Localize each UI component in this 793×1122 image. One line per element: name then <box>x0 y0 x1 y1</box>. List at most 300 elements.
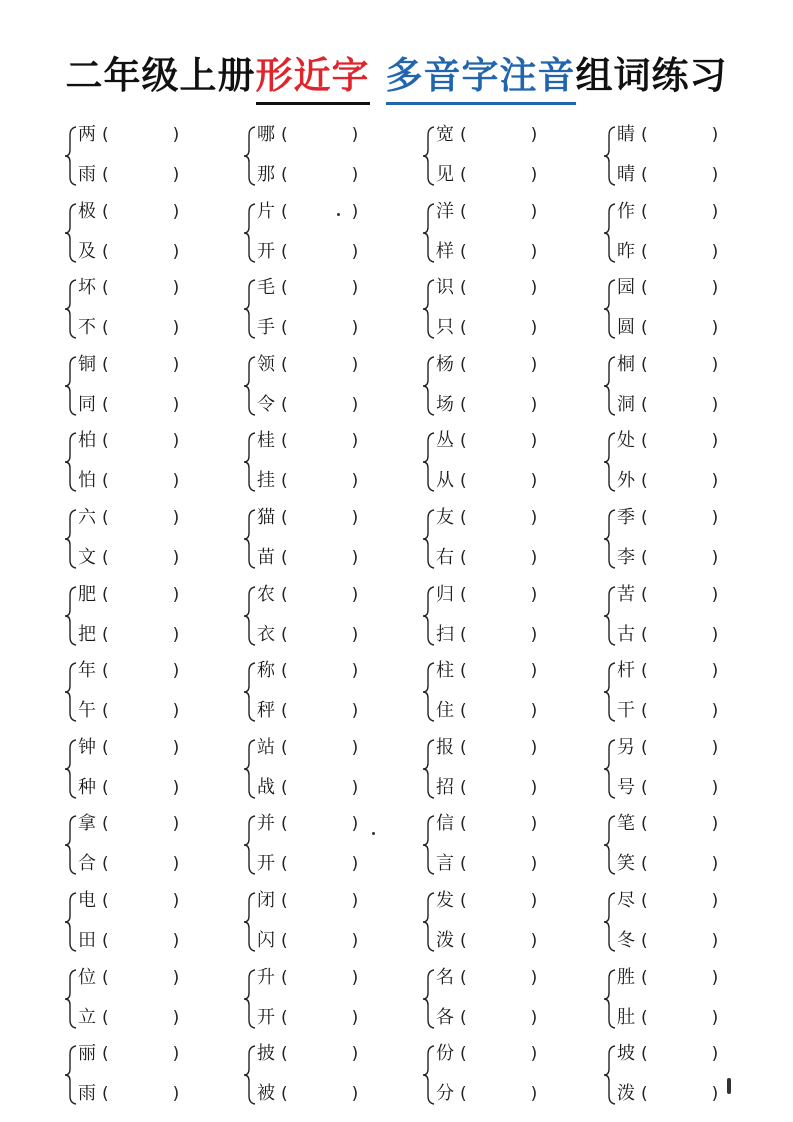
close-paren: ) <box>172 854 180 874</box>
open-paren: ( <box>102 1084 109 1104</box>
answer-line[interactable] <box>436 313 576 343</box>
answer-line[interactable] <box>436 466 576 496</box>
open-paren: ( <box>460 1044 467 1064</box>
answer-line[interactable] <box>257 503 397 533</box>
char-pair <box>422 961 572 1037</box>
close-paren: ) <box>351 854 359 874</box>
answer-line[interactable] <box>78 120 218 150</box>
answer-line[interactable] <box>257 773 397 803</box>
char-pair <box>64 578 214 654</box>
char-pair <box>64 271 214 347</box>
character: 开 <box>257 1007 275 1028</box>
answer-line[interactable] <box>436 849 576 879</box>
curly-brace <box>243 662 257 722</box>
close-paren: ) <box>711 202 719 222</box>
char-pair <box>64 195 214 271</box>
answer-line[interactable] <box>257 1003 397 1033</box>
answer-line[interactable] <box>617 580 757 610</box>
close-paren: ) <box>351 738 359 758</box>
answer-line[interactable] <box>436 160 576 190</box>
close-paren: ) <box>711 1044 719 1064</box>
curly-brace <box>243 126 257 186</box>
character: 肥 <box>78 584 96 605</box>
answer-line[interactable] <box>436 656 576 686</box>
answer-line[interactable] <box>617 120 757 150</box>
answer-line[interactable] <box>617 273 757 303</box>
answer-line[interactable] <box>78 849 218 879</box>
open-paren: ( <box>641 854 648 874</box>
close-paren: ) <box>711 355 719 375</box>
open-paren: ( <box>102 165 109 185</box>
character: 作 <box>617 201 635 222</box>
answer-line[interactable] <box>617 963 757 993</box>
answer-line[interactable] <box>78 237 218 267</box>
open-paren: ( <box>102 202 109 222</box>
character: 并 <box>257 813 275 834</box>
curly-brace <box>422 586 436 646</box>
open-paren: ( <box>102 125 109 145</box>
open-paren: ( <box>102 891 109 911</box>
close-paren: ) <box>711 778 719 798</box>
open-paren: ( <box>281 891 288 911</box>
character: 识 <box>436 277 454 298</box>
char-pair <box>603 271 753 347</box>
open-paren: ( <box>641 661 648 681</box>
open-paren: ( <box>281 931 288 951</box>
answer-line[interactable] <box>257 886 397 916</box>
open-paren: ( <box>281 125 288 145</box>
character: 农 <box>257 584 275 605</box>
open-paren: ( <box>281 278 288 298</box>
answer-line[interactable] <box>257 197 397 227</box>
char-pair <box>603 348 753 424</box>
char-pair <box>422 348 572 424</box>
answer-line[interactable] <box>617 886 757 916</box>
close-paren: ) <box>351 242 359 262</box>
answer-line[interactable] <box>257 733 397 763</box>
answer-line[interactable] <box>78 580 218 610</box>
open-paren: ( <box>102 738 109 758</box>
character: 丛 <box>436 430 454 451</box>
answer-line[interactable] <box>617 350 757 380</box>
char-pair <box>603 195 753 271</box>
char-pair <box>243 578 393 654</box>
char-pair <box>422 195 572 271</box>
answer-line[interactable] <box>257 1039 397 1069</box>
open-paren: ( <box>102 701 109 721</box>
answer-line[interactable] <box>436 733 576 763</box>
curly-brace <box>243 203 257 263</box>
title-polyphonic: 多音字注音 <box>386 50 576 105</box>
char-pair <box>243 961 393 1037</box>
answer-line[interactable] <box>78 1003 218 1033</box>
answer-line[interactable] <box>436 120 576 150</box>
character: 样 <box>436 241 454 262</box>
close-paren: ) <box>351 778 359 798</box>
close-paren: ) <box>351 165 359 185</box>
answer-line[interactable] <box>257 1079 397 1109</box>
open-paren: ( <box>460 701 467 721</box>
open-paren: ( <box>641 891 648 911</box>
char-pair <box>243 1037 393 1113</box>
answer-line[interactable] <box>617 1079 757 1109</box>
answer-line[interactable] <box>257 543 397 573</box>
answer-line[interactable] <box>78 313 218 343</box>
close-paren: ) <box>351 471 359 491</box>
answer-line[interactable] <box>257 160 397 190</box>
open-paren: ( <box>460 508 467 528</box>
answer-line[interactable] <box>436 273 576 303</box>
char-pair <box>243 807 393 883</box>
char-pair <box>422 501 572 577</box>
curly-brace <box>64 815 78 875</box>
answer-line[interactable] <box>617 466 757 496</box>
close-paren: ) <box>711 814 719 834</box>
answer-line[interactable] <box>436 696 576 726</box>
open-paren: ( <box>641 738 648 758</box>
character: 柏 <box>78 430 96 451</box>
open-paren: ( <box>460 278 467 298</box>
answer-line[interactable] <box>436 620 576 650</box>
close-paren: ) <box>351 355 359 375</box>
close-paren: ) <box>351 585 359 605</box>
character: 住 <box>436 700 454 721</box>
answer-line[interactable] <box>436 543 576 573</box>
title-exercise: 组词练习 <box>575 54 728 97</box>
close-paren: ) <box>530 125 538 145</box>
answer-line[interactable] <box>436 426 576 456</box>
answer-line[interactable] <box>617 656 757 686</box>
character: 园 <box>617 277 635 298</box>
answer-line[interactable] <box>436 809 576 839</box>
close-paren: ) <box>530 931 538 951</box>
answer-line[interactable] <box>78 886 218 916</box>
char-pair <box>243 271 393 347</box>
answer-line[interactable] <box>78 733 218 763</box>
close-paren: ) <box>711 738 719 758</box>
char-pair <box>603 501 753 577</box>
answer-line[interactable] <box>617 773 757 803</box>
close-paren: ) <box>530 202 538 222</box>
answer-line[interactable] <box>78 503 218 533</box>
answer-line[interactable] <box>617 543 757 573</box>
curly-brace <box>422 969 436 1029</box>
scan-speck <box>337 213 340 216</box>
character: 信 <box>436 813 454 834</box>
answer-line[interactable] <box>257 656 397 686</box>
answer-line[interactable] <box>617 1003 757 1033</box>
close-paren: ) <box>172 318 180 338</box>
close-paren: ) <box>711 318 719 338</box>
close-paren: ) <box>530 1044 538 1064</box>
open-paren: ( <box>460 738 467 758</box>
curly-brace <box>243 509 257 569</box>
answer-line[interactable] <box>436 963 576 993</box>
answer-line[interactable] <box>257 237 397 267</box>
answer-line[interactable] <box>436 237 576 267</box>
curly-brace <box>603 1045 617 1105</box>
character: 午 <box>78 700 96 721</box>
answer-line[interactable] <box>436 1039 576 1069</box>
open-paren: ( <box>281 1044 288 1064</box>
close-paren: ) <box>711 625 719 645</box>
answer-line[interactable] <box>617 313 757 343</box>
close-paren: ) <box>530 968 538 988</box>
answer-line[interactable] <box>436 1003 576 1033</box>
curly-brace <box>64 739 78 799</box>
open-paren: ( <box>102 1008 109 1028</box>
open-paren: ( <box>281 548 288 568</box>
curly-brace <box>603 662 617 722</box>
answer-line[interactable] <box>257 313 397 343</box>
answer-line[interactable] <box>78 273 218 303</box>
answer-line[interactable] <box>257 926 397 956</box>
close-paren: ) <box>711 1084 719 1104</box>
answer-line[interactable] <box>257 273 397 303</box>
character: 各 <box>436 1007 454 1028</box>
character: 开 <box>257 853 275 874</box>
answer-line[interactable] <box>78 620 218 650</box>
open-paren: ( <box>281 165 288 185</box>
character: 苦 <box>617 584 635 605</box>
character: 柱 <box>436 660 454 681</box>
answer-line[interactable] <box>78 773 218 803</box>
open-paren: ( <box>281 625 288 645</box>
character: 挂 <box>257 470 275 491</box>
close-paren: ) <box>172 738 180 758</box>
answer-line[interactable] <box>257 809 397 839</box>
open-paren: ( <box>460 891 467 911</box>
curly-brace <box>64 203 78 263</box>
answer-line[interactable] <box>78 963 218 993</box>
answer-line[interactable] <box>617 849 757 879</box>
open-paren: ( <box>281 854 288 874</box>
open-paren: ( <box>641 165 648 185</box>
character: 睛 <box>617 124 635 145</box>
answer-line[interactable] <box>436 886 576 916</box>
answer-line[interactable] <box>617 620 757 650</box>
open-paren: ( <box>641 701 648 721</box>
answer-line[interactable] <box>257 963 397 993</box>
open-paren: ( <box>460 585 467 605</box>
close-paren: ) <box>530 661 538 681</box>
open-paren: ( <box>281 701 288 721</box>
character: 从 <box>436 470 454 491</box>
character: 极 <box>78 201 96 222</box>
character: 同 <box>78 394 96 415</box>
answer-line[interactable] <box>617 237 757 267</box>
close-paren: ) <box>711 585 719 605</box>
answer-line[interactable] <box>617 390 757 420</box>
close-paren: ) <box>172 1084 180 1104</box>
answer-line[interactable] <box>257 120 397 150</box>
character: 友 <box>436 507 454 528</box>
char-pair <box>603 807 753 883</box>
character: 及 <box>78 241 96 262</box>
answer-line[interactable] <box>617 197 757 227</box>
curly-brace <box>603 509 617 569</box>
character: 桂 <box>257 430 275 451</box>
curly-brace <box>64 586 78 646</box>
open-paren: ( <box>281 661 288 681</box>
open-paren: ( <box>460 854 467 874</box>
character: 毛 <box>257 277 275 298</box>
answer-line[interactable] <box>436 350 576 380</box>
answer-line[interactable] <box>436 390 576 420</box>
answer-line[interactable] <box>257 849 397 879</box>
curly-brace <box>422 203 436 263</box>
answer-line[interactable] <box>617 733 757 763</box>
open-paren: ( <box>102 968 109 988</box>
close-paren: ) <box>172 931 180 951</box>
answer-line[interactable] <box>436 503 576 533</box>
character: 拿 <box>78 813 96 834</box>
answer-line[interactable] <box>78 350 218 380</box>
close-paren: ) <box>172 395 180 415</box>
char-pair <box>64 807 214 883</box>
close-paren: ) <box>172 548 180 568</box>
character: 令 <box>257 394 275 415</box>
curly-brace <box>243 356 257 416</box>
curly-brace <box>422 662 436 722</box>
character: 电 <box>78 890 96 911</box>
answer-line[interactable] <box>617 809 757 839</box>
answer-line[interactable] <box>78 466 218 496</box>
char-pair <box>603 424 753 500</box>
character: 只 <box>436 317 454 338</box>
character: 昨 <box>617 241 635 262</box>
close-paren: ) <box>351 202 359 222</box>
curly-brace <box>64 892 78 952</box>
open-paren: ( <box>641 278 648 298</box>
open-paren: ( <box>102 814 109 834</box>
answer-line[interactable] <box>257 620 397 650</box>
open-paren: ( <box>460 355 467 375</box>
answer-line[interactable] <box>78 197 218 227</box>
char-pair <box>243 424 393 500</box>
open-paren: ( <box>460 242 467 262</box>
answer-line[interactable] <box>78 809 218 839</box>
open-paren: ( <box>460 202 467 222</box>
char-pair <box>603 654 753 730</box>
answer-line[interactable] <box>617 426 757 456</box>
answer-line[interactable] <box>436 1079 576 1109</box>
answer-line[interactable] <box>436 580 576 610</box>
answer-line[interactable] <box>257 390 397 420</box>
close-paren: ) <box>711 508 719 528</box>
answer-line[interactable] <box>257 426 397 456</box>
answer-line[interactable] <box>257 580 397 610</box>
character: 冬 <box>617 930 635 951</box>
close-paren: ) <box>172 585 180 605</box>
close-paren: ) <box>530 1008 538 1028</box>
close-paren: ) <box>711 701 719 721</box>
curly-brace <box>603 432 617 492</box>
character: 份 <box>436 1043 454 1064</box>
close-paren: ) <box>711 548 719 568</box>
answer-line[interactable] <box>78 656 218 686</box>
open-paren: ( <box>281 395 288 415</box>
char-pair <box>64 731 214 807</box>
answer-line[interactable] <box>78 1039 218 1069</box>
character: 右 <box>436 547 454 568</box>
open-paren: ( <box>460 471 467 491</box>
open-paren: ( <box>102 778 109 798</box>
open-paren: ( <box>102 471 109 491</box>
answer-line[interactable] <box>257 696 397 726</box>
char-pair <box>422 271 572 347</box>
open-paren: ( <box>102 625 109 645</box>
answer-line[interactable] <box>257 350 397 380</box>
character: 尽 <box>617 890 635 911</box>
answer-line[interactable] <box>78 160 218 190</box>
close-paren: ) <box>530 165 538 185</box>
answer-line[interactable] <box>617 696 757 726</box>
curly-brace <box>64 969 78 1029</box>
character: 那 <box>257 164 275 185</box>
character: 田 <box>78 930 96 951</box>
close-paren: ) <box>530 814 538 834</box>
close-paren: ) <box>711 431 719 451</box>
answer-line[interactable] <box>78 543 218 573</box>
close-paren: ) <box>711 278 719 298</box>
character: 立 <box>78 1007 96 1028</box>
close-paren: ) <box>351 661 359 681</box>
curly-brace <box>64 432 78 492</box>
close-paren: ) <box>351 1044 359 1064</box>
answer-line[interactable] <box>617 926 757 956</box>
answer-line[interactable] <box>78 926 218 956</box>
answer-line[interactable] <box>436 773 576 803</box>
answer-line[interactable] <box>78 426 218 456</box>
open-paren: ( <box>641 1044 648 1064</box>
char-pair <box>64 654 214 730</box>
character: 雨 <box>78 1083 96 1104</box>
curly-brace <box>603 892 617 952</box>
answer-line[interactable] <box>436 926 576 956</box>
open-paren: ( <box>460 395 467 415</box>
close-paren: ) <box>172 471 180 491</box>
character: 名 <box>436 967 454 988</box>
answer-line[interactable] <box>617 503 757 533</box>
character: 发 <box>436 890 454 911</box>
curly-brace <box>64 126 78 186</box>
answer-line[interactable] <box>436 197 576 227</box>
character: 外 <box>617 470 635 491</box>
close-paren: ) <box>530 701 538 721</box>
close-paren: ) <box>351 278 359 298</box>
curly-brace <box>64 356 78 416</box>
char-pair <box>422 807 572 883</box>
answer-line[interactable] <box>617 1039 757 1069</box>
close-paren: ) <box>172 165 180 185</box>
answer-line[interactable] <box>617 160 757 190</box>
answer-line[interactable] <box>78 1079 218 1109</box>
close-paren: ) <box>530 625 538 645</box>
close-paren: ) <box>172 202 180 222</box>
answer-line[interactable] <box>78 696 218 726</box>
character: 杆 <box>617 660 635 681</box>
open-paren: ( <box>281 431 288 451</box>
close-paren: ) <box>351 891 359 911</box>
character: 雨 <box>78 164 96 185</box>
open-paren: ( <box>102 931 109 951</box>
curly-brace <box>64 1045 78 1105</box>
character: 哪 <box>257 124 275 145</box>
answer-line[interactable] <box>78 390 218 420</box>
answer-line[interactable] <box>257 466 397 496</box>
close-paren: ) <box>711 968 719 988</box>
